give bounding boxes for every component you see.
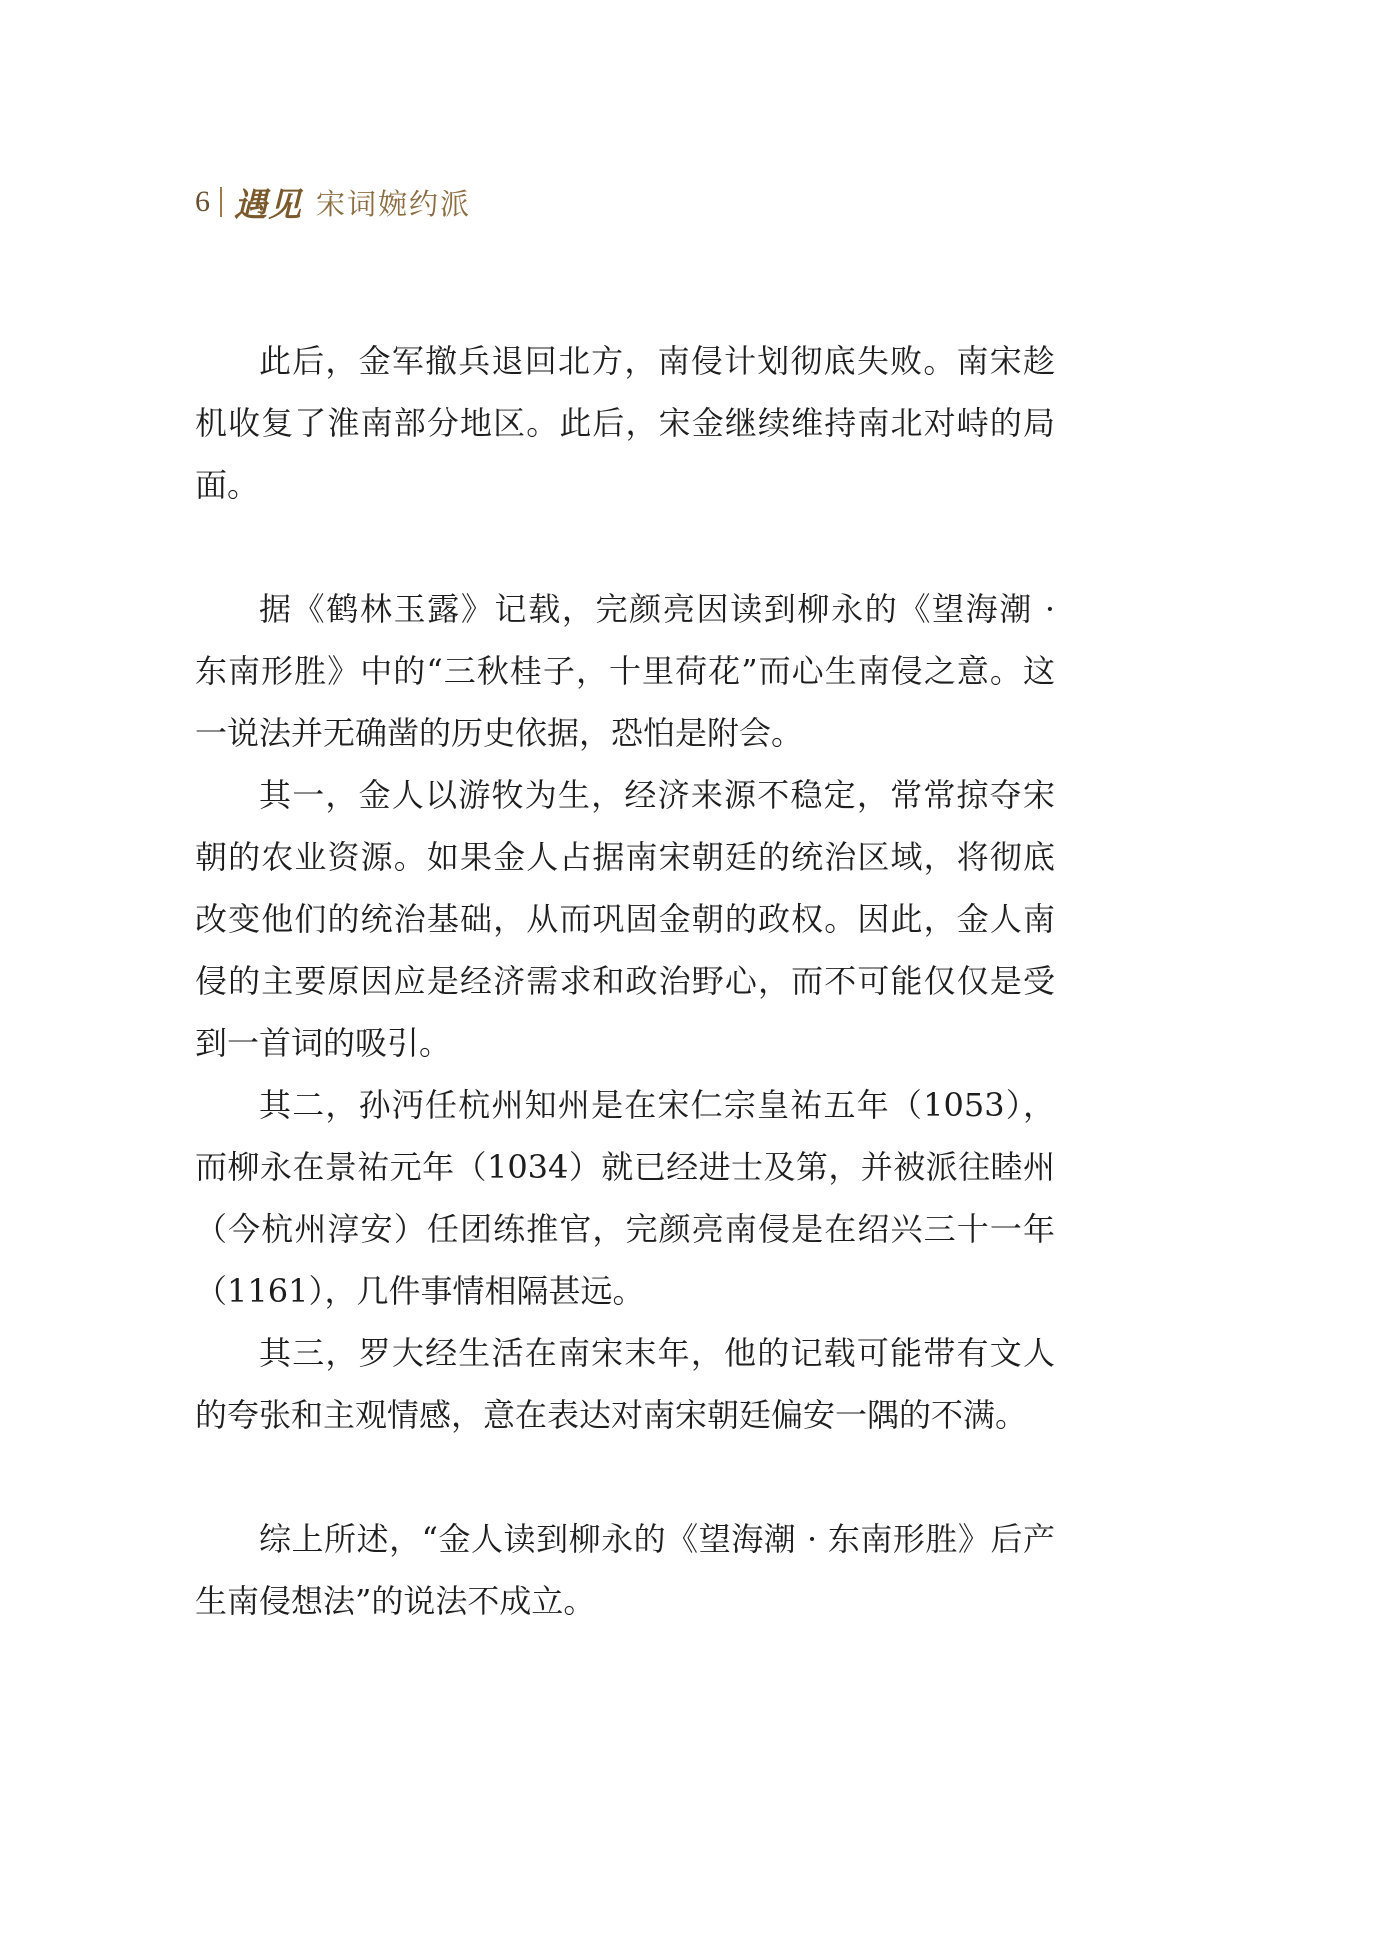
running-header [195, 178, 471, 226]
paragraph-gap [195, 516, 1055, 578]
paragraph-reason-two: 其二，孙沔任杭州知州是在宋仁宗皇祐五年（1053），而柳永在景祐元年（1034）就已经进士及第，并被派往睦州（今杭州淳安）任团练推官，完颜亮南侵是在绍兴三十一年（1161），几件事情相隔甚远。 [195, 1086, 1055, 1310]
book-title: 宋词婉约派 [316, 186, 472, 221]
header-divider [220, 187, 222, 217]
paragraph-reason-one: 其一，金人以游牧为生，经济来源不稳定，常常掠夺宋朝的农业资源。如果金人占据南宋朝廷的统治区域，将彻底改变他们的统治基础，从而巩固金朝的政权。因此，金人南侵的主要原因应是经济需求和政治野心，而不可能仅仅是受到一首词的吸引。 [195, 776, 1055, 1062]
paragraph-aftermath: 此后，金军撤兵退回北方，南侵计划彻底失败。南宋趁机收复了淮南部分地区。此后，宋金继续维持南北对峙的局面。 [195, 342, 1055, 504]
series-calligraphy-mark: 遇见 [234, 184, 302, 224]
page-number: 6 [195, 185, 210, 218]
paragraph-gap [195, 1446, 1055, 1508]
body-text [195, 330, 1055, 1632]
paragraph-reason-three: 其三，罗大经生活在南宋末年，他的记载可能带有文人的夸张和主观情感，意在表达对南宋朝廷偏安一隅的不满。 [195, 1334, 1055, 1434]
paragraph-conclusion: 综上所述，“金人读到柳永的《望海潮 · 东南形胜》后产生南侵想法”的说法不成立。 [195, 1520, 1055, 1620]
paragraph-helin-yulu: 据《鹤林玉露》记载，完颜亮因读到柳永的《望海潮 · 东南形胜》中的“三秋桂子，十里荷花”而心生南侵之意。这一说法并无确凿的历史依据，恐怕是附会。 [195, 590, 1055, 752]
